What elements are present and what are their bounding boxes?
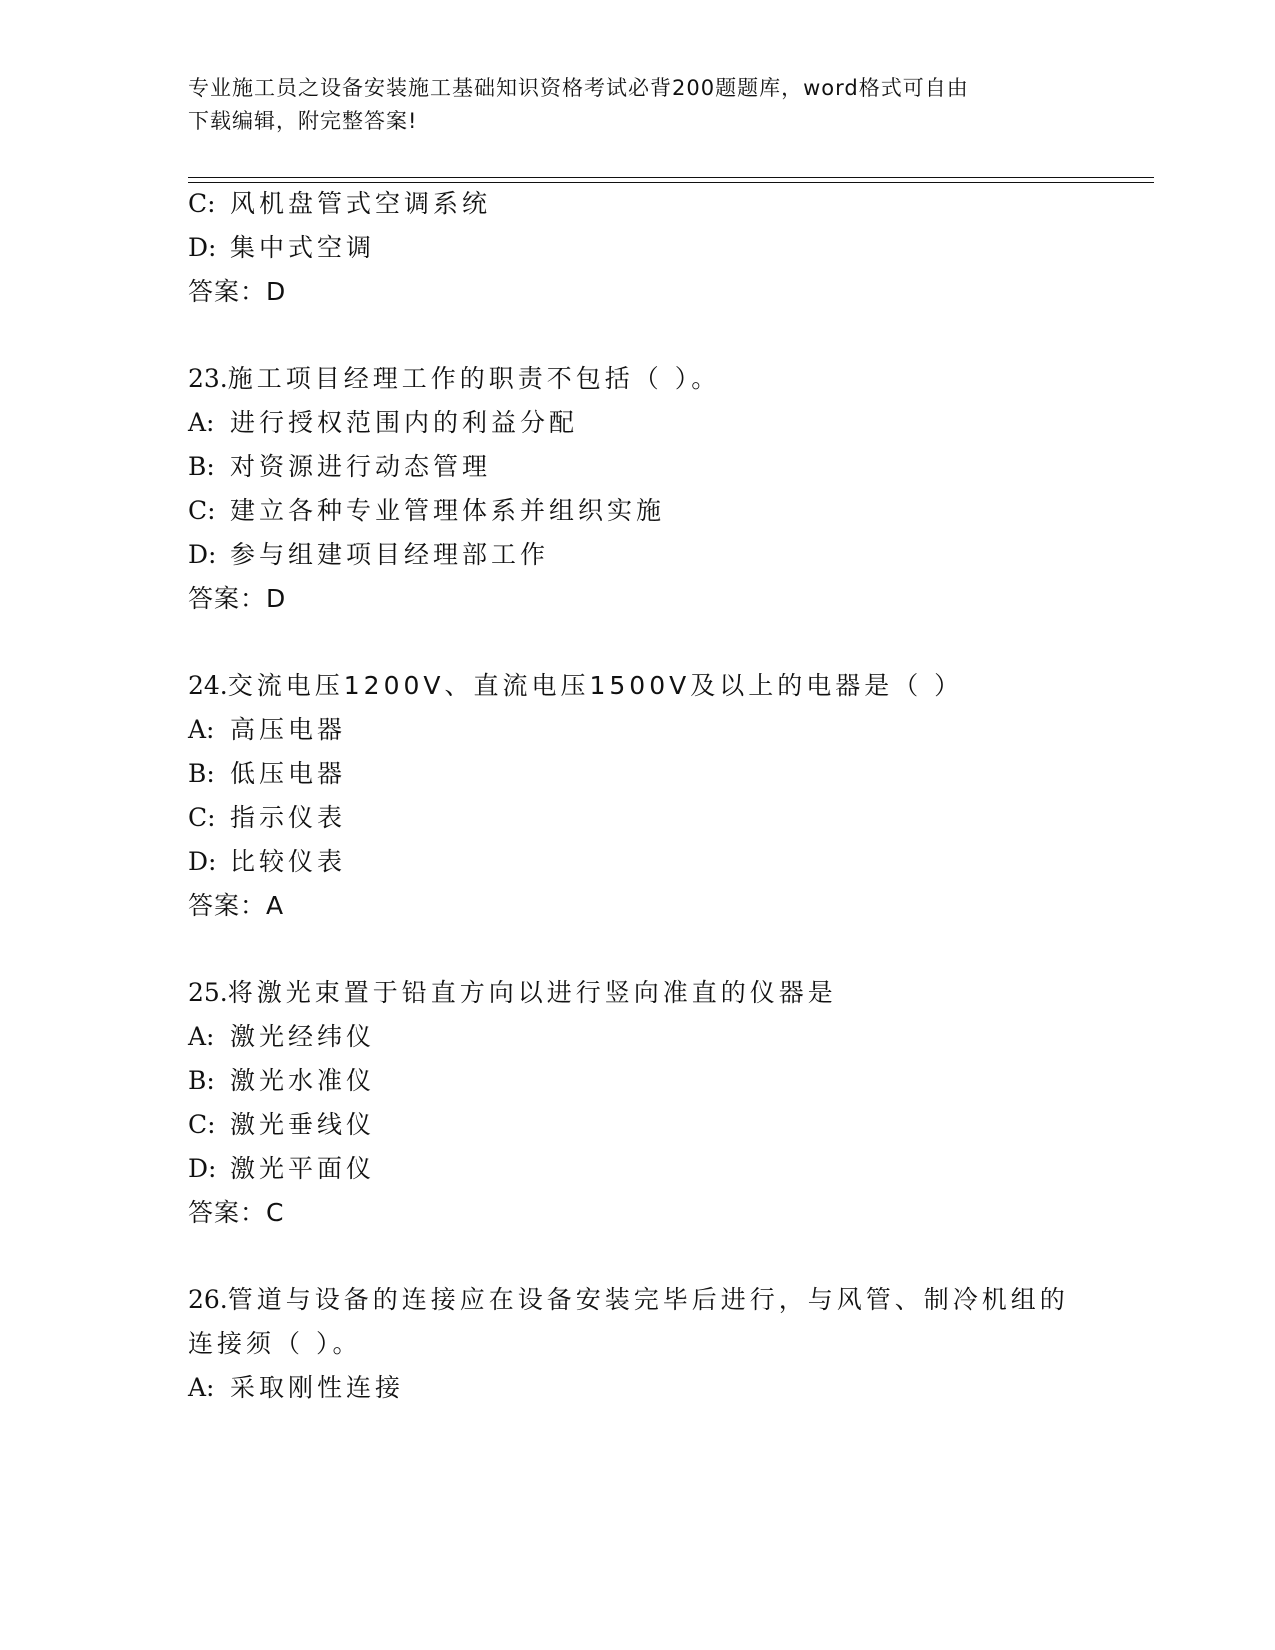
option-label: D:: [188, 1154, 217, 1183]
option-text: 低压电器: [230, 759, 347, 788]
document-header: [188, 72, 1068, 138]
option-label: C:: [188, 803, 216, 832]
option-text: 激光水准仪: [230, 1066, 376, 1095]
question-text: 管道与设备的连接应在设备安装完毕后进行，与风管、制冷机组的: [227, 1285, 1069, 1314]
question-23-option-b: [188, 452, 491, 482]
option-label: B:: [188, 1066, 215, 1095]
question-25-option-b: [188, 1066, 375, 1096]
option-label: D:: [188, 847, 217, 876]
header-line-1: 专业施工员之设备安装施工基础知识资格考试必背200题题库，word格式可自由: [188, 76, 969, 100]
option-text: 激光平面仪: [230, 1154, 376, 1183]
option-text: 指示仪表: [230, 803, 347, 832]
option-label: D:: [188, 233, 217, 262]
question-24-option-c: [188, 803, 346, 833]
question-text: 将激光束置于铅直方向以进行竖向准直的仪器是: [227, 978, 837, 1007]
question-25-stem: [188, 978, 837, 1008]
question-23-option-d: [188, 540, 549, 570]
option-text: 高压电器: [230, 715, 347, 744]
question-number: 23.: [188, 364, 228, 393]
option-label: C:: [188, 496, 216, 525]
option-label: A:: [188, 715, 215, 744]
question-24-answer: 答案：A: [188, 891, 285, 920]
header-divider-top: [188, 177, 1154, 178]
question-26-stem: [188, 1285, 1069, 1315]
question-25-answer: 答案：C: [188, 1198, 285, 1227]
question-text: 交流电压1200V、直流电压1500V及以上的电器是（ ）: [227, 671, 964, 700]
question-24-option-d: [188, 847, 346, 877]
option-label: C:: [188, 189, 216, 218]
option-text: 比较仪表: [230, 847, 347, 876]
question-23-option-a: [188, 408, 578, 438]
option-text: 采取刚性连接: [230, 1373, 405, 1402]
option-label: B:: [188, 452, 215, 481]
option-text: 建立各种专业管理体系并组织实施: [230, 496, 666, 525]
option-text: 参与组建项目经理部工作: [230, 540, 550, 569]
prev-option-c: [188, 189, 491, 219]
prev-option-d: [188, 233, 375, 263]
option-label: D:: [188, 540, 217, 569]
question-number: 24.: [188, 671, 228, 700]
question-number: 26.: [188, 1285, 228, 1314]
option-text: 集中式空调: [230, 233, 376, 262]
question-text: 施工项目经理工作的职责不包括（ ）。: [227, 364, 721, 393]
option-text: 对资源进行动态管理: [230, 452, 492, 481]
header-divider-bottom: [188, 182, 1154, 183]
question-23-answer: 答案：D: [188, 584, 287, 613]
question-23-option-c: [188, 496, 665, 526]
question-24-stem: [188, 671, 963, 701]
option-label: C:: [188, 1110, 216, 1139]
option-label: A:: [188, 1022, 215, 1051]
option-text: 风机盘管式空调系统: [230, 189, 492, 218]
option-label: A:: [188, 1373, 215, 1402]
option-text: 进行授权范围内的利益分配: [230, 408, 579, 437]
option-text: 激光经纬仪: [230, 1022, 376, 1051]
question-25-option-a: [188, 1022, 375, 1052]
option-text: 激光垂线仪: [230, 1110, 376, 1139]
question-24-option-a: [188, 715, 346, 745]
question-24-option-b: [188, 759, 346, 789]
question-25-option-d: [188, 1154, 375, 1184]
question-26-option-a: [188, 1373, 404, 1403]
question-23-stem: [188, 364, 720, 394]
question-26-stem-continued: 连接须（ ）。: [188, 1329, 362, 1358]
question-25-option-c: [188, 1110, 375, 1140]
question-number: 25.: [188, 978, 228, 1007]
header-line-2: 下载编辑，附完整答案!: [188, 109, 418, 133]
prev-answer: 答案：D: [188, 277, 287, 306]
option-label: B:: [188, 759, 215, 788]
option-label: A:: [188, 408, 215, 437]
